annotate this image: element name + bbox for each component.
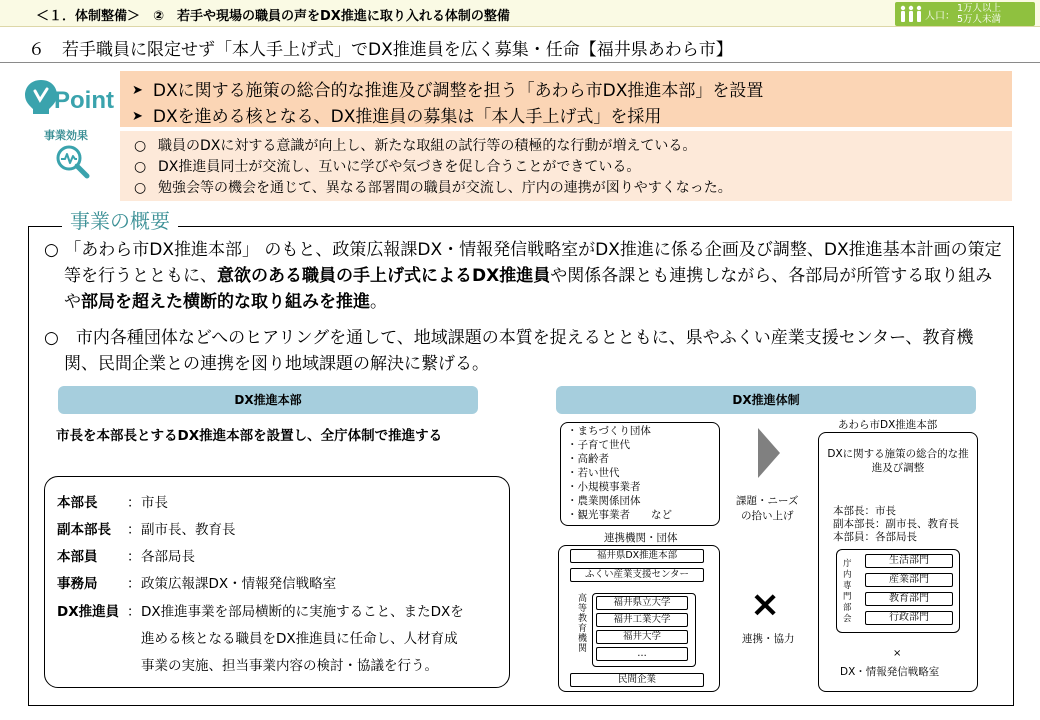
circle-bullet: ○: [134, 138, 147, 154]
role-row: 本部員 ：各部局長: [57, 549, 195, 565]
role-row: 本部長 ：市長: [57, 495, 168, 511]
population-label: 人口：: [925, 11, 955, 22]
department-label: 庁内専門部会: [843, 559, 852, 624]
effect-label: 事業効果: [44, 129, 88, 142]
university-pill: …: [596, 647, 688, 661]
population-value-line2: 5万人未満: [957, 14, 1002, 25]
department-box: [836, 549, 960, 633]
population-value: [957, 3, 1001, 25]
overview-text: [44, 237, 1002, 387]
department-office: DX・情報発信戦略室: [840, 666, 940, 678]
org-pill: 民間企業: [570, 673, 704, 687]
partner-orgs-title: 連携機関・団体: [604, 532, 678, 544]
circle-bullet: ○: [134, 180, 147, 196]
hq-org-members: 本部長：市長 副本部長：副市長、教育長 本部員：各部局長: [833, 505, 959, 543]
point-logo-text: Point: [54, 87, 114, 114]
hq-org-role: DXに関する施策の総合的な推進及び調整: [827, 448, 969, 474]
org-pill: ふくい産業支援センター: [570, 568, 704, 582]
magnifier-chart-icon: [54, 143, 90, 179]
point-item: ➤ DXを進める核となる、DX推進員の募集は「本人手上げ式」を採用: [132, 107, 662, 127]
university-pill: 福井県立大学: [596, 596, 688, 610]
hq-org-title: あわら市DX推進本部: [838, 419, 938, 431]
role-row: 事務局 ：政策広報課DX・情報発信戦略室: [57, 576, 337, 592]
higher-ed-label: 高等教育機関: [578, 594, 588, 654]
population-value-line1: 1万人以上: [957, 3, 1002, 14]
point-item: ➤ DXに関する施策の総合的な推進及び調整を担う「あわら市DX推進本部」を設置: [132, 81, 764, 101]
university-pill: 福井大学: [596, 630, 688, 644]
department-pill: 教育部門: [865, 592, 953, 606]
effect-item: ○ 職員のDXに対する意識が向上し、新たな取組の試行等の積極的な行動が増えている。: [134, 138, 697, 154]
people-icon: [899, 5, 923, 23]
department-pill: 行政部門: [865, 611, 953, 625]
role-row: DX推進員 ：DX推進事業を部局横断的に実施すること、またDXを: [57, 604, 464, 620]
university-pill: 福井工業大学: [596, 613, 688, 627]
page-title: ６ 若手職員に限定せず「本人手上げ式」でDX推進員を広く募集・任命【福井県あわら市】: [28, 40, 733, 60]
hq-caption: 市長を本部長とするDX推進本部を設置し、全庁体制で推進する: [56, 428, 443, 444]
structure-banner: DX推進体制: [556, 386, 976, 414]
department-times-mark: ×: [893, 648, 902, 659]
community-groups-box: [560, 422, 720, 526]
point-box: [120, 71, 1012, 127]
effect-item: ○ 勉強会等の機会を通じて、異なる部署間の職員が交流し、庁内の連携が図りやすくなった。: [134, 180, 732, 196]
hq-banner: DX推進本部: [58, 386, 478, 414]
department-pill: 産業部門: [865, 573, 953, 587]
overview-heading: 事業の概要: [62, 205, 178, 234]
population-badge: [895, 2, 1035, 26]
arrow-bullet-icon: ➤: [132, 109, 143, 124]
breadcrumb: ＜１．体制整備＞ ② 若手や現場の職員の声をDX推進に取り入れる体制の整備: [36, 9, 510, 24]
title-divider: [0, 62, 1040, 63]
dx-staff-note: 進める核となる職員をDX推進員に任命し、人材育成 事業の実施、担当事業内容の検討・協議を行う。: [141, 631, 458, 674]
chevron-right-icon: [758, 428, 780, 478]
cross-mark: ×: [750, 584, 781, 625]
circle-bullet: ○: [134, 159, 147, 175]
overview-paragraph-1: ○ 「あわら市DX推進本部」 のもと、政策広報課DX・情報発信戦略室がDX推進に係る企画及び調整、DX推進基本計画の策定等を行うとともに、意欲のある職員の手上げ式によるDX推進員や関係各課とも連携しながら、各部局が所管する取り組みや部局を超えた横断的な取り組みを推進。: [44, 240, 1002, 312]
issue-pickup-label: 課題・ニーズ の拾い上げ: [736, 495, 799, 522]
overview-paragraph-2: ○ 市内各種団体などへのヒアリングを通して、地域課題の本質を捉えるとともに、県やふくい産業支援センター、教育機関、民間企業との連携を図り地域課題の解決に繋げる。: [44, 328, 974, 374]
hq-roles-box: [44, 476, 510, 688]
effect-box: [120, 131, 1012, 201]
point-logo: [24, 78, 116, 116]
collaboration-label: 連携・協力: [742, 633, 795, 645]
department-pill: 生活部門: [865, 554, 953, 568]
community-groups-list: ・まちづくり団体 ・子育て世代 ・高齢者 ・若い世代 ・小規模事業者 ・農業関係団体 ・観光事業者 など: [567, 425, 672, 521]
org-pill: 福井県DX推進本部: [570, 549, 704, 563]
effect-item: ○ DX推進員同士が交流し、互いに学びや気づきを促し合うことができている。: [134, 159, 641, 175]
arrow-bullet-icon: ➤: [132, 83, 143, 98]
role-row: 副本部長 ：副市長、教育長: [57, 522, 236, 538]
